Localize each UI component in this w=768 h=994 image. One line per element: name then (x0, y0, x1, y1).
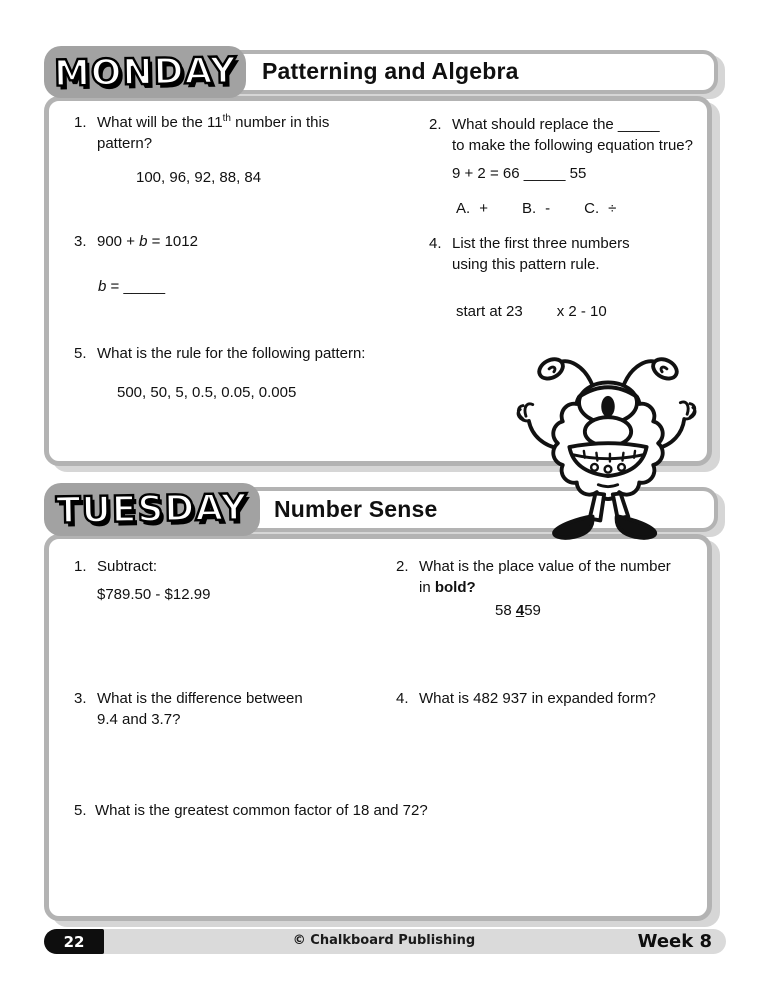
question-number: 5. (74, 802, 87, 819)
monday-day-tab (44, 46, 246, 98)
tuesday-day-label: TUESDAY (55, 487, 249, 532)
monday-q1 (74, 112, 364, 154)
question-number: 1. (74, 558, 87, 575)
copyright-text: © Chalkboard Publishing (292, 933, 476, 948)
tuesday-q1-expression: $789.50 - $12.99 (97, 586, 211, 603)
question-text: What is the rule for the following pattern: (97, 345, 366, 362)
monday-q2 (429, 114, 714, 156)
monday-q4-rule: start at 23 x 2 - 10 (456, 303, 607, 320)
bold-word: bold? (434, 579, 476, 596)
tuesday-day-tab (44, 483, 260, 536)
monday-q1-pattern: 100, 96, 92, 88, 84 (136, 169, 262, 186)
monday-q2-equation: 9 + 2 = 66 _____ 55 (452, 165, 587, 182)
ordinal-superscript: th (222, 113, 231, 124)
question-text: What is 482 937 in expanded form? (419, 690, 656, 707)
monster-illustration (497, 352, 719, 546)
monday-section-title: Patterning and Algebra (262, 58, 519, 84)
tuesday-q3 (74, 688, 303, 730)
question-text: 900 + b = 1012 (97, 233, 198, 250)
monday-q4 (429, 233, 630, 275)
tuesday-q2 (396, 556, 696, 598)
tuesday-q1 (74, 556, 157, 577)
question-number: 5. (74, 345, 87, 362)
variable-b: b (139, 233, 148, 250)
question-text: List the first three numbers using this pattern rule. (452, 235, 630, 273)
monday-q5 (74, 343, 365, 364)
variable-b: b (98, 278, 107, 295)
bold-underlined-digit: 4 (515, 602, 525, 619)
tuesday-section-title: Number Sense (274, 496, 438, 522)
question-number: 3. (74, 233, 87, 250)
question-text: What is the greatest common factor of 18 and 72? (95, 802, 428, 819)
tuesday-q5 (74, 800, 428, 821)
question-number: 3. (74, 690, 87, 707)
question-number: 2. (429, 116, 442, 133)
question-number: 1. (74, 114, 87, 131)
monday-q5-pattern: 500, 50, 5, 0.5, 0.05, 0.005 (117, 384, 297, 401)
tuesday-q2-number: 58 459 (495, 602, 541, 619)
tuesday-q4 (396, 688, 716, 709)
week-label: Week 8 (637, 931, 712, 952)
monday-q3-answer-line: b = _____ (98, 278, 166, 295)
question-text: What will be the 11th number in this pattern? (97, 113, 330, 152)
question-number: 2. (396, 558, 409, 575)
question-text: What should replace the _____ to make the following equation true? (452, 116, 693, 154)
question-text: What is the difference between 9.4 and 3.7? (97, 690, 303, 728)
question-text: Subtract: (97, 558, 158, 575)
question-number: 4. (429, 235, 442, 252)
question-number: 4. (396, 690, 409, 707)
option-b: B. - (521, 200, 551, 217)
page-number: 22 (63, 932, 85, 951)
option-c: C. ÷ (584, 200, 617, 217)
monday-day-label: MONDAY (53, 49, 237, 95)
option-a: A. + (456, 200, 488, 217)
question-text: What is the place value of the number in bold? (419, 558, 671, 596)
monday-q3 (74, 231, 198, 252)
monday-q2-options (456, 200, 650, 217)
